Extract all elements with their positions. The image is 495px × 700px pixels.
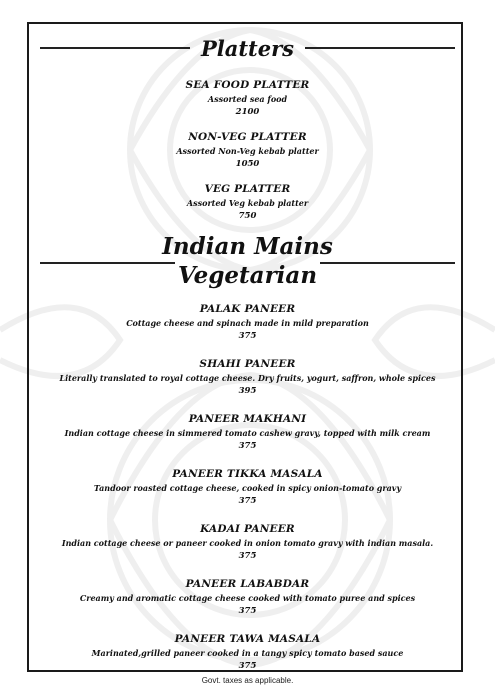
menu-item-name: PANEER MAKHANI: [188, 413, 307, 425]
menu-item-name: SEA FOOD PLATTER: [185, 79, 310, 91]
menu-border: [27, 22, 463, 672]
section-title-vegetarian: Vegetarian: [177, 262, 318, 289]
menu-item-price: 395: [238, 386, 257, 396]
menu-item-price: 375: [238, 551, 257, 561]
menu-item-description: Tandoor roasted cottage cheese, cooked in spicy onion-tomato gravy: [93, 483, 402, 493]
menu-item-name: PANEER TIKKA MASALA: [172, 468, 323, 480]
menu-item-price: 750: [238, 211, 257, 221]
menu-item-name: NON-VEG PLATTER: [188, 131, 307, 143]
menu-item-name: PANEER TAWA MASALA: [174, 633, 321, 645]
menu-item-name: PANEER LABABDAR: [185, 578, 310, 590]
menu-item-description: Creamy and aromatic cottage cheese cooked with tomato puree and spices: [79, 593, 416, 603]
menu-item-name: SHAHI PANEER: [199, 358, 296, 370]
menu-item-description: Marinated,grilled paneer cooked in a tangy spicy tomato based sauce: [91, 648, 404, 658]
menu-item-price: 375: [238, 441, 257, 451]
menu-item-price: 375: [238, 331, 257, 341]
section-title-indian-mains: Indian Mains: [162, 233, 333, 260]
menu-item-description: Cottage cheese and spinach made in mild preparation: [126, 318, 369, 328]
menu-item-name: VEG PLATTER: [204, 183, 291, 195]
menu-item-name: PALAK PANEER: [199, 303, 296, 315]
menu-item-price: 375: [238, 661, 257, 671]
menu-item-description: Indian cottage cheese in simmered tomato cashew gravy, topped with milk cream: [64, 428, 431, 438]
menu-item-description: Assorted Non-Veg kebab platter: [176, 146, 319, 156]
tax-note: Govt. taxes as applicable.: [201, 676, 294, 685]
menu-item-price: 2100: [235, 107, 260, 117]
menu-item-description: Indian cottage cheese or paneer cooked in onion tomato gravy with indian masala.: [61, 538, 434, 548]
menu-item-description: Assorted Veg kebab platter: [186, 198, 309, 208]
menu-item-description: Assorted sea food: [207, 94, 288, 104]
menu-item-price: 375: [238, 496, 257, 506]
menu-item-price: 375: [238, 606, 257, 616]
section-title-platters: Platters: [200, 36, 295, 61]
menu-item-name: KADAI PANEER: [200, 523, 295, 535]
menu-item-price: 1050: [235, 159, 260, 169]
menu-item-description: Literally translated to royal cottage cheese. Dry fruits, yogurt, saffron, whole spices: [59, 373, 436, 383]
